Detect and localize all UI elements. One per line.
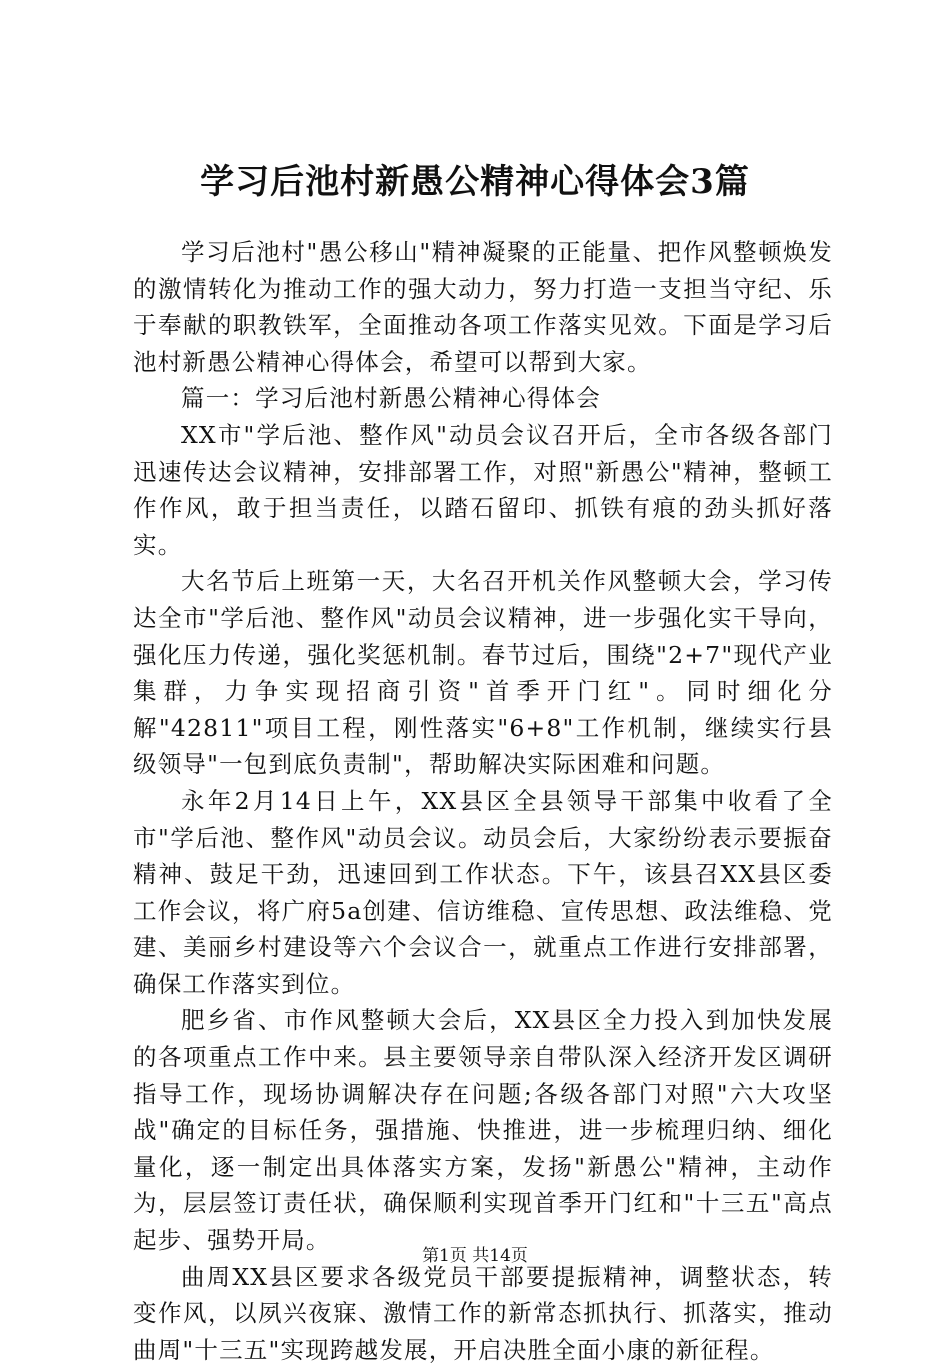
body-paragraph: XX市"学后池、整作风"动员会议召开后，全市各级各部门迅速传达会议精神，安排部署工作，对照"新愚公"精神，整顿工作作风，敢于担当责任，以踏石留印、抓铁有痕的劲头抓好落实。	[133, 420, 833, 559]
body-paragraph: 永年2月14日上午，XX县区全县领导干部集中收看了全市"学后池、整作风"动员会议。动员会后，大家纷纷表示要振奋精神、鼓足干劲，迅速回到工作状态。下午，该县召XX县区委工作会议，将广府5a创建、信访维稳、宣传思想、政法维稳、党建、美丽乡村建设等六个会议合一，就重点工作进行安排部署，确保工作落实到位。	[133, 786, 833, 998]
body-paragraph: 大名节后上班第一天，大名召开机关作风整顿大会，学习传达全市"学后池、整作风"动员会议精神，进一步强化实干导向，强化压力传递，强化奖惩机制。春节过后，围绕"2+7"现代产业集群，力争实现招商引资"首季开门红"。同时细化分解"42811"项目工程，刚性落实"6+8"工作机制，继续实行县级领导"一包到底负责制"，帮助解决实际困难和问题。	[133, 567, 833, 779]
section-heading: 篇一：学习后池村新愚公精神心得体会	[181, 384, 601, 413]
page-number-footer: 第1页 共14页	[422, 1246, 528, 1266]
document-body	[133, 234, 833, 1368]
document-title: 学习后池村新愚公精神心得体会3篇	[200, 162, 750, 202]
body-paragraph: 肥乡省、市作风整顿大会后，XX县区全力投入到加快发展的各项重点工作中来。县主要领导亲自带队深入经济开发区调研指导工作，现场协调解决存在问题;各级各部门对照"六大攻坚战"确定的目标任务，强措施、快推进，进一步梳理归纳、细化量化，逐一制定出具体落实方案，发扬"新愚公"精神，主动作为，层层签订责任状，确保顺利实现首季开门红和"十三五"高点起步、强势开局。	[133, 1006, 833, 1255]
intro-paragraph: 学习后池村"愚公移山"精神凝聚的正能量、把作风整顿焕发的激情转化为推动工作的强大动力，努力打造一支担当守纪、乐于奉献的职教铁军，全面推动各项工作落实见效。下面是学习后池村新愚公精神心得体会，希望可以帮到大家。	[133, 238, 833, 376]
body-paragraph: 曲周XX县区要求各级党员干部要提振精神，调整状态，转变作风，以夙兴夜寐、激情工作的新常态抓执行、抓落实，推动曲周"十三五"实现跨越发展，开启决胜全面小康的新征程。	[133, 1262, 833, 1364]
